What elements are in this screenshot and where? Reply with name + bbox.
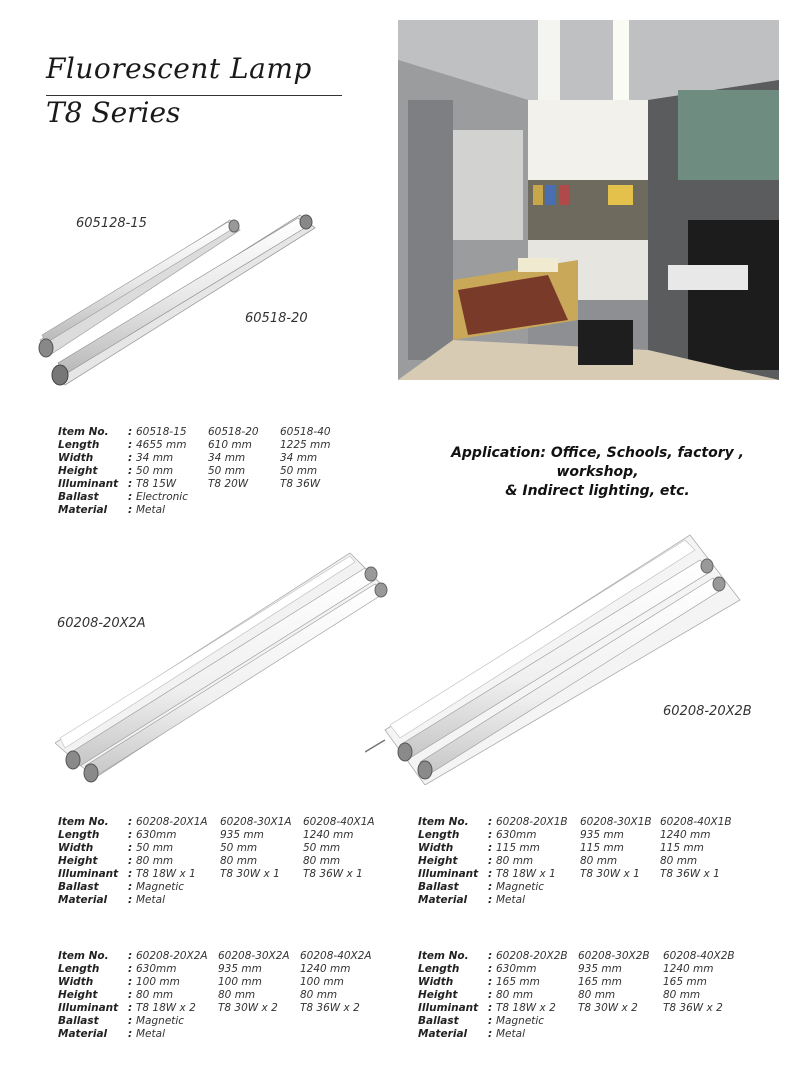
spec-colon: : bbox=[488, 1028, 493, 1040]
spec-colon: : bbox=[128, 504, 133, 516]
spec-colon: : bbox=[488, 950, 493, 962]
spec-table bbox=[58, 950, 388, 1045]
spec-label: Illuminant bbox=[58, 868, 119, 880]
spec-label: Material bbox=[58, 894, 108, 906]
spec-value: T8 18W x 1 bbox=[496, 868, 556, 880]
spec-value: 115 mm bbox=[580, 842, 624, 854]
spec-label: Item No. bbox=[418, 816, 469, 828]
spec-label: Length bbox=[58, 963, 100, 975]
spec-label: Height bbox=[418, 855, 458, 867]
spec-label: Width bbox=[58, 452, 94, 464]
spec-colon: : bbox=[488, 963, 493, 975]
spec-value: 80 mm bbox=[660, 855, 698, 867]
spec-value: 1240 mm bbox=[663, 963, 714, 975]
spec-table bbox=[418, 816, 758, 911]
single-tube-fixtures-image bbox=[30, 200, 330, 400]
product-code-label: 60208-20X2B bbox=[663, 704, 752, 719]
spec-value: 115 mm bbox=[660, 842, 704, 854]
spec-value: 80 mm bbox=[300, 989, 338, 1001]
spec-label: Width bbox=[418, 976, 454, 988]
spec-label: Width bbox=[418, 842, 454, 854]
spec-value: 80 mm bbox=[136, 989, 174, 1001]
spec-label: Illuminant bbox=[58, 478, 119, 490]
spec-value: 60208-30X1A bbox=[220, 816, 292, 828]
spec-value: 60208-20X1B bbox=[496, 816, 568, 828]
spec-label: Height bbox=[58, 465, 98, 477]
spec-label: Material bbox=[58, 1028, 108, 1040]
double-tube-fixture-a-image bbox=[55, 548, 395, 783]
spec-label: Item No. bbox=[58, 426, 109, 438]
spec-value: Magnetic bbox=[136, 1015, 185, 1027]
spec-colon: : bbox=[488, 829, 493, 841]
spec-colon: : bbox=[488, 1015, 493, 1027]
spec-label: Height bbox=[58, 989, 98, 1001]
spec-value: T8 30W x 1 bbox=[580, 868, 640, 880]
spec-value: 935 mm bbox=[578, 963, 622, 975]
spec-value: 80 mm bbox=[218, 989, 256, 1001]
spec-value: 80 mm bbox=[578, 989, 616, 1001]
spec-value: 60208-30X2A bbox=[218, 950, 290, 962]
spec-value: Electronic bbox=[136, 491, 188, 503]
spec-value: 50 mm bbox=[136, 842, 174, 854]
application-text bbox=[415, 444, 780, 501]
spec-colon: : bbox=[128, 1002, 133, 1014]
bedroom-photo bbox=[398, 20, 779, 380]
spec-value: 1240 mm bbox=[300, 963, 351, 975]
spec-value: 50 mm bbox=[280, 465, 318, 477]
spec-value: 60208-20X2B bbox=[496, 950, 568, 962]
spec-label: Illuminant bbox=[418, 1002, 479, 1014]
spec-value: 115 mm bbox=[496, 842, 540, 854]
spec-value: Magnetic bbox=[136, 881, 185, 893]
spec-value: 1225 mm bbox=[280, 439, 331, 451]
spec-value: 60208-40X1B bbox=[660, 816, 732, 828]
spec-value: 80 mm bbox=[580, 855, 618, 867]
spec-colon: : bbox=[128, 439, 133, 451]
spec-value: T8 36W bbox=[280, 478, 321, 490]
spec-value: T8 36W x 2 bbox=[300, 1002, 360, 1014]
spec-colon: : bbox=[128, 989, 133, 1001]
application-line: Application: Office, Schools, factory , workshop, bbox=[451, 445, 744, 480]
spec-value: 80 mm bbox=[496, 855, 534, 867]
double-tube-fixture-b-image bbox=[365, 530, 745, 785]
spec-value: 100 mm bbox=[218, 976, 262, 988]
spec-colon: : bbox=[128, 842, 133, 854]
spec-colon: : bbox=[488, 1002, 493, 1014]
spec-value: T8 36W x 1 bbox=[303, 868, 363, 880]
spec-label: Length bbox=[58, 439, 100, 451]
application-line: & Indirect lighting, etc. bbox=[505, 483, 690, 499]
spec-value: 50 mm bbox=[303, 842, 341, 854]
spec-label: Material bbox=[58, 504, 108, 516]
spec-colon: : bbox=[128, 1015, 133, 1027]
spec-value: 80 mm bbox=[303, 855, 341, 867]
spec-value: T8 30W x 2 bbox=[218, 1002, 278, 1014]
spec-table bbox=[58, 426, 358, 521]
spec-value: 1240 mm bbox=[303, 829, 354, 841]
spec-value: Magnetic bbox=[496, 881, 545, 893]
spec-value: 1240 mm bbox=[660, 829, 711, 841]
spec-value: 165 mm bbox=[663, 976, 707, 988]
spec-table bbox=[418, 950, 758, 1045]
spec-colon: : bbox=[488, 842, 493, 854]
spec-label: Item No. bbox=[58, 816, 109, 828]
spec-value: 60208-40X1A bbox=[303, 816, 375, 828]
spec-label: Item No. bbox=[58, 950, 109, 962]
spec-value: 610 mm bbox=[208, 439, 252, 451]
spec-colon: : bbox=[128, 816, 133, 828]
spec-label: Ballast bbox=[58, 491, 99, 503]
spec-colon: : bbox=[488, 816, 493, 828]
spec-value: T8 36W x 1 bbox=[660, 868, 720, 880]
spec-value: 60208-20X2A bbox=[136, 950, 208, 962]
spec-label: Illuminant bbox=[58, 1002, 119, 1014]
spec-value: Metal bbox=[136, 1028, 165, 1040]
spec-value: 60518-15 bbox=[136, 426, 187, 438]
spec-label: Length bbox=[418, 963, 460, 975]
spec-label: Ballast bbox=[418, 881, 459, 893]
page-subtitle: T8 Series bbox=[46, 96, 181, 129]
spec-label: Height bbox=[418, 989, 458, 1001]
spec-value: 630mm bbox=[136, 963, 177, 975]
spec-colon: : bbox=[128, 855, 133, 867]
spec-value: 60208-30X2B bbox=[578, 950, 650, 962]
spec-value: T8 30W x 1 bbox=[220, 868, 280, 880]
spec-value: 935 mm bbox=[580, 829, 624, 841]
spec-label: Illuminant bbox=[418, 868, 479, 880]
spec-colon: : bbox=[128, 894, 133, 906]
spec-value: 630mm bbox=[496, 829, 537, 841]
spec-colon: : bbox=[128, 1028, 133, 1040]
spec-colon: : bbox=[488, 989, 493, 1001]
spec-colon: : bbox=[488, 881, 493, 893]
spec-colon: : bbox=[488, 855, 493, 867]
spec-value: 630mm bbox=[496, 963, 537, 975]
spec-value: Metal bbox=[136, 894, 165, 906]
spec-label: Width bbox=[58, 976, 94, 988]
spec-value: Metal bbox=[496, 1028, 525, 1040]
spec-colon: : bbox=[128, 881, 133, 893]
spec-value: 165 mm bbox=[578, 976, 622, 988]
spec-value: 80 mm bbox=[136, 855, 174, 867]
spec-label: Material bbox=[418, 894, 468, 906]
spec-label: Ballast bbox=[58, 881, 99, 893]
spec-value: 50 mm bbox=[220, 842, 258, 854]
spec-colon: : bbox=[488, 894, 493, 906]
spec-label: Item No. bbox=[418, 950, 469, 962]
spec-value: T8 20W bbox=[208, 478, 249, 490]
spec-value: 60208-30X1B bbox=[580, 816, 652, 828]
spec-value: T8 18W x 2 bbox=[136, 1002, 196, 1014]
spec-colon: : bbox=[128, 868, 133, 880]
page-title: Fluorescent Lamp bbox=[46, 52, 312, 85]
spec-value: T8 15W bbox=[136, 478, 177, 490]
spec-value: 60518-20 bbox=[208, 426, 259, 438]
spec-label: Width bbox=[58, 842, 94, 854]
product-code-label: 60518-20 bbox=[245, 311, 308, 326]
spec-value: 935 mm bbox=[220, 829, 264, 841]
spec-value: 34 mm bbox=[136, 452, 174, 464]
spec-value: 80 mm bbox=[663, 989, 701, 1001]
spec-value: 80 mm bbox=[220, 855, 258, 867]
spec-label: Height bbox=[58, 855, 98, 867]
spec-value: 50 mm bbox=[136, 465, 174, 477]
spec-colon: : bbox=[128, 426, 133, 438]
spec-colon: : bbox=[128, 452, 133, 464]
spec-value: 60208-20X1A bbox=[136, 816, 208, 828]
product-code-label: 605128-15 bbox=[76, 216, 147, 231]
spec-value: 60208-40X2B bbox=[663, 950, 735, 962]
spec-value: 630mm bbox=[136, 829, 177, 841]
spec-colon: : bbox=[128, 491, 133, 503]
spec-colon: : bbox=[128, 950, 133, 962]
spec-value: 935 mm bbox=[218, 963, 262, 975]
spec-colon: : bbox=[128, 976, 133, 988]
spec-colon: : bbox=[128, 465, 133, 477]
spec-colon: : bbox=[488, 976, 493, 988]
spec-label: Ballast bbox=[418, 1015, 459, 1027]
spec-value: 80 mm bbox=[496, 989, 534, 1001]
spec-colon: : bbox=[488, 868, 493, 880]
spec-value: 100 mm bbox=[300, 976, 344, 988]
spec-value: 165 mm bbox=[496, 976, 540, 988]
product-code-label: 60208-20X2A bbox=[57, 616, 146, 631]
spec-table bbox=[58, 816, 388, 911]
spec-colon: : bbox=[128, 963, 133, 975]
spec-value: 60518-40 bbox=[280, 426, 331, 438]
spec-value: 100 mm bbox=[136, 976, 180, 988]
spec-value: Magnetic bbox=[496, 1015, 545, 1027]
spec-colon: : bbox=[128, 829, 133, 841]
spec-value: 50 mm bbox=[208, 465, 246, 477]
spec-value: T8 36W x 2 bbox=[663, 1002, 723, 1014]
spec-value: 34 mm bbox=[208, 452, 246, 464]
spec-value: 34 mm bbox=[280, 452, 318, 464]
spec-label: Material bbox=[418, 1028, 468, 1040]
spec-label: Length bbox=[418, 829, 460, 841]
spec-value: Metal bbox=[496, 894, 525, 906]
spec-value: T8 18W x 2 bbox=[496, 1002, 556, 1014]
spec-label: Length bbox=[58, 829, 100, 841]
spec-value: Metal bbox=[136, 504, 165, 516]
spec-label: Ballast bbox=[58, 1015, 99, 1027]
spec-value: T8 18W x 1 bbox=[136, 868, 196, 880]
spec-colon: : bbox=[128, 478, 133, 490]
spec-value: 60208-40X2A bbox=[300, 950, 372, 962]
spec-value: T8 30W x 2 bbox=[578, 1002, 638, 1014]
spec-value: 4655 mm bbox=[136, 439, 187, 451]
